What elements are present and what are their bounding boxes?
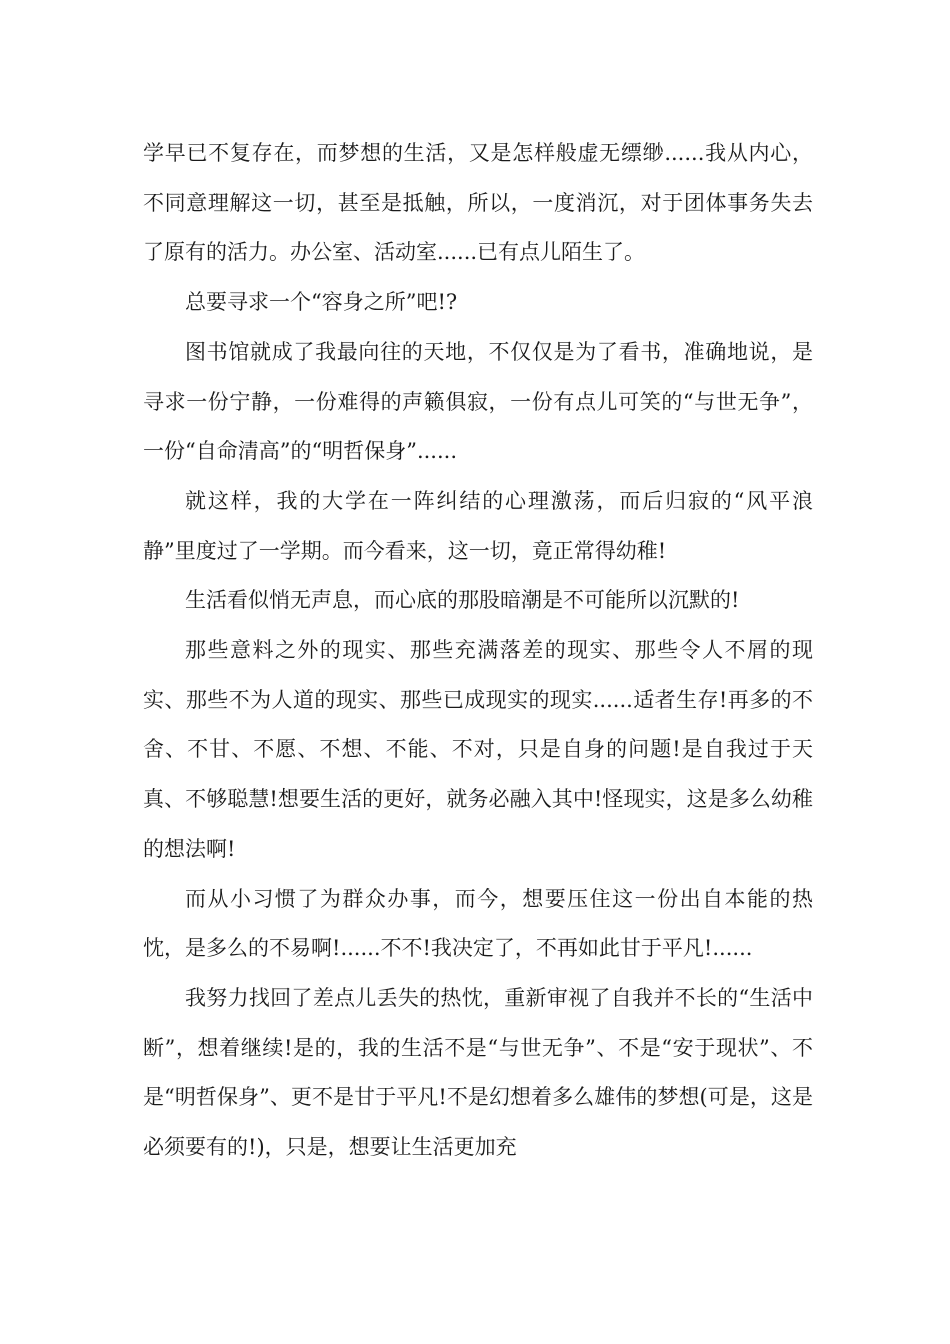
body-text bbox=[143, 129, 813, 1173]
paragraph-7: 而从小习惯了为群众办事，而今，想要压住这一份出自本能的热忱，是多么的不易啊!......不不!我决定了，不再如此甘于平凡!...... bbox=[143, 886, 813, 961]
paragraph-4: 就这样，我的大学在一阵纠结的心理激荡，而后归寂的“风平浪静”里度过了一学期。而今看来，这一切，竟正常得幼稚! bbox=[143, 488, 813, 563]
paragraph-2: 总要寻求一个“容身之所”吧!? bbox=[185, 290, 458, 315]
paragraph-3: 图书馆就成了我最向往的天地，不仅仅是为了看书，准确地说，是寻求一份宁静，一份难得的声籁俱寂，一份有点儿可笑的“与世无争”，一份“自命清高”的“明哲保身”...... bbox=[143, 339, 813, 464]
paragraph-8: 我努力找回了差点儿丢失的热忱，重新审视了自我并不长的“生活中断”，想着继续!是的，我的生活不是“与世无争”、不是“安于现状”、不是“明哲保身”、更不是甘于平凡!不是幻想着多么雄伟的梦想(可是，这是必须要有的!)，只是，想要让生活更加充 bbox=[143, 985, 813, 1160]
paragraph-1: 学早已不复存在，而梦想的生活，又是怎样般虚无缥缈......我从内心，不同意理解这一切，甚至是抵触，所以，一度消沉，对于团体事务失去了原有的活力。办公室、活动室......已有点儿陌生了。 bbox=[143, 141, 813, 265]
paragraph-5: 生活看似悄无声息，而心底的那股暗潮是不可能所以沉默的! bbox=[185, 588, 740, 613]
paragraph-6: 那些意料之外的现实、那些充满落差的现实、那些令人不屑的现实、那些不为人道的现实、那些已成现实的现实......适者生存!再多的不舍、不甘、不愿、不想、不能、不对，只是自身的问题!是自我过于天真、不够聪慧!想要生活的更好，就务必融入其中!怪现实，这是多么幼稚的想法啊! bbox=[143, 638, 813, 861]
